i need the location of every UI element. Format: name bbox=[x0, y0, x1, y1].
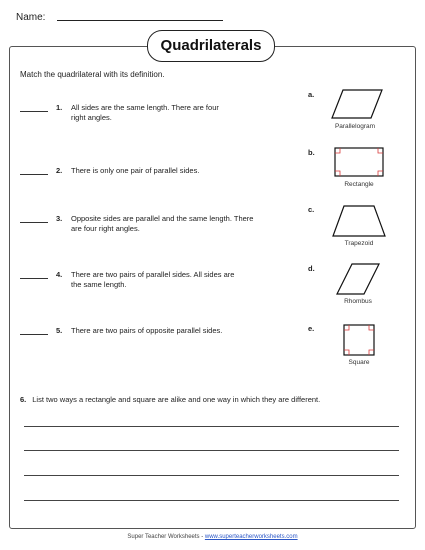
shape-caption: Trapezoid bbox=[344, 240, 374, 247]
shape-caption: Rhombus bbox=[344, 298, 372, 305]
name-field[interactable] bbox=[57, 20, 223, 21]
item-number: 5. bbox=[56, 326, 63, 335]
footer-link[interactable]: www.superteacherworksheets.com bbox=[204, 534, 298, 540]
item-number: 3. bbox=[56, 214, 63, 223]
item-text: All sides are the same length. There are four right angles. bbox=[71, 103, 219, 122]
writing-line-4[interactable] bbox=[24, 500, 399, 501]
shape-caption: Parallelogram bbox=[334, 123, 376, 130]
instructions: Match the quadrilateral with its definition. bbox=[20, 70, 165, 79]
answer-blank-3[interactable] bbox=[20, 222, 48, 223]
rhombus-shape bbox=[335, 262, 381, 296]
item-text: Opposite sides are parallel and the same length. There are four right angles. bbox=[71, 214, 254, 233]
shape-letter-e: e. bbox=[308, 324, 315, 333]
shape-letter-d: d. bbox=[308, 264, 315, 273]
page-title: Quadrilaterals bbox=[147, 30, 275, 62]
parallelogram-shape bbox=[330, 88, 384, 120]
item-number: 1. bbox=[56, 103, 63, 112]
square-shape bbox=[342, 323, 376, 357]
footer-text: Super Teacher Worksheets - bbox=[127, 534, 205, 540]
item-text: There are two pairs of parallel sides. All sides are the same length. bbox=[71, 270, 235, 289]
question-number: 6. bbox=[20, 395, 27, 404]
question-text: List two ways a rectangle and square are alike and one way in which they are different. bbox=[32, 395, 321, 404]
trapezoid-shape bbox=[331, 204, 387, 238]
writing-line-3[interactable] bbox=[24, 475, 399, 476]
answer-blank-4[interactable] bbox=[20, 278, 48, 279]
shape-letter-c: c. bbox=[308, 205, 315, 214]
name-label: Name: bbox=[16, 12, 46, 23]
answer-blank-5[interactable] bbox=[20, 334, 48, 335]
item-number: 2. bbox=[56, 166, 63, 175]
shape-caption: Square bbox=[348, 359, 370, 366]
question-6 bbox=[20, 395, 320, 404]
item-number: 4. bbox=[56, 270, 63, 279]
writing-line-1[interactable] bbox=[24, 426, 399, 427]
answer-blank-1[interactable] bbox=[20, 111, 48, 112]
item-text: There is only one pair of parallel sides. bbox=[71, 166, 200, 175]
answer-blank-2[interactable] bbox=[20, 174, 48, 175]
writing-line-2[interactable] bbox=[24, 450, 399, 451]
footer bbox=[0, 534, 425, 540]
rectangle-shape bbox=[333, 146, 385, 178]
item-text: There are two pairs of opposite parallel sides. bbox=[71, 326, 223, 335]
shape-letter-a: a. bbox=[308, 90, 315, 99]
shape-caption: Rectangle bbox=[344, 181, 374, 188]
shape-letter-b: b. bbox=[308, 148, 315, 157]
